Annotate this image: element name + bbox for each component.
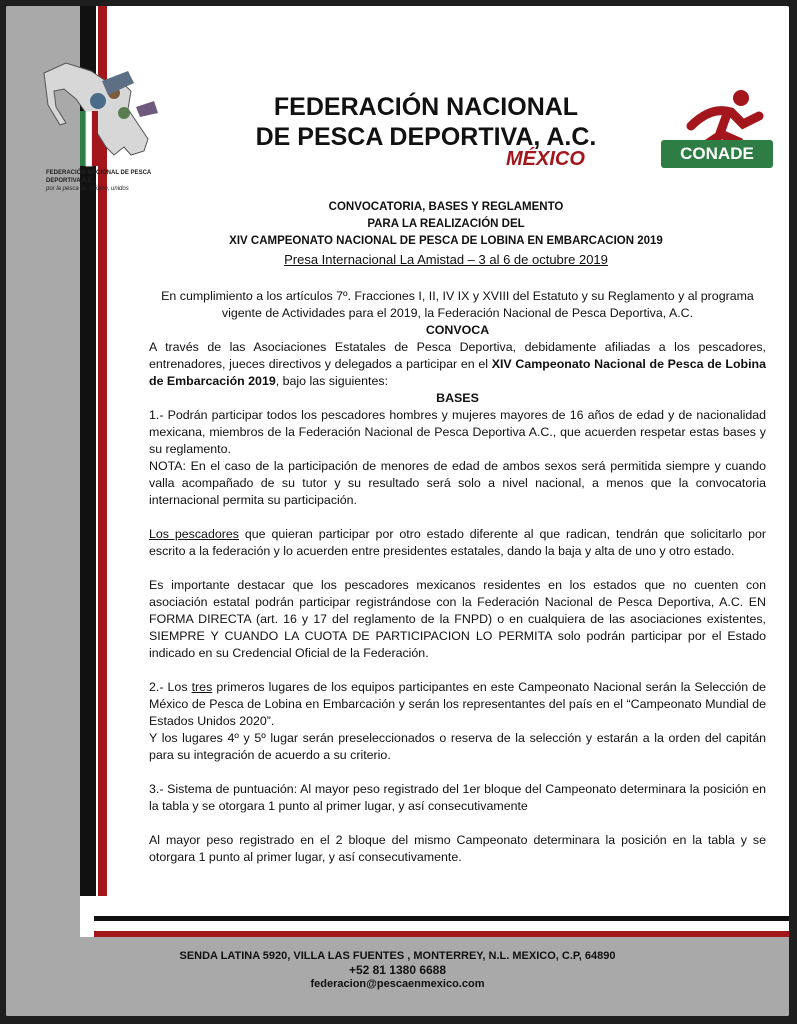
base-2-reserve: Y los lugares 4º y 5º lugar serán preseleccionados o reserva de la selección y estarán a la orden del capitán para su integración de acuerdo a su criterio. xyxy=(149,731,766,762)
invite-text-2: , bajo las siguientes: xyxy=(275,374,389,388)
event-location: Presa Internacional La Amistad – 3 al 6 de octubre 2019 xyxy=(284,252,608,267)
title-line-1: FEDERACIÓN NACIONAL xyxy=(273,93,579,121)
base2-underlined: tres xyxy=(191,680,213,694)
logo-motto: por la pesca de México, unidos xyxy=(46,186,129,192)
country-label: MÉXICO xyxy=(506,148,585,170)
letter-page xyxy=(6,6,789,1016)
heading-line-2: PARA LA REALIZACIÓN DEL xyxy=(367,218,525,230)
pescadores-rest: que quieran participar por otro estado diferente al que radican, tendrán que solicitarlo por escrito a la federación y lo acuerden entre presidentes estatales, dando la baja y alta de uno y otro estado. xyxy=(149,527,766,558)
residentes-paragraph: Es importante destacar que los pescadores mexicanos residentes en los estados que no cuenten con asociación estatal podrán participar registrándose con la Federación Nacional de Pesca Deportiva, A.C. EN FORMA DIRECTA (art. 16 y 17 del reglamento de la FNPD) o en cualquiera de las asociaciones existentes, SIEMPRE Y CUANDO LA CUOTA DE PARTICIPACION LO PERMITA solo podrán participar por el Estado indicado en su Credencial Oficial de la Federación. xyxy=(149,578,766,660)
invite-text-1: A través de las Asociaciones Estatales de Pesca Deportiva, debidamente afiliadas a los pescadores, entrenadores, jueces directivos y delegados a participar en el xyxy=(149,340,766,371)
intro-paragraph: En cumplimiento a los artículos 7º. Fracciones I, II, IV IX y XVIII del Estatuto y su Reglamento y al programa vigente de Actividades para el 2019, la Federación Nacional de Pesca Deportiva, A.C. xyxy=(161,289,754,320)
heading-line-1: CONVOCATORIA, BASES Y REGLAMENTO xyxy=(328,201,564,213)
base-1: 1.- Podrán participar todos los pescadores hombres y mujeres mayores de 16 años de edad y de nacionalidad mexicana, miembros de la Federación Nacional de Pesca Deportiva A.C., que acuerden respetar estas bases y su reglamento. xyxy=(149,408,766,456)
bases-heading: BASES xyxy=(436,391,479,405)
document-heading xyxy=(126,199,766,270)
logo-caption xyxy=(46,169,176,193)
conade-logo: CONADE xyxy=(661,140,773,168)
footer-address: SENDA LATINA 5920, VILLA LAS FUENTES , MONTERREY, N.L. MEXICO, C.P, 64890 xyxy=(179,950,616,962)
invitation-paragraph xyxy=(149,339,766,390)
pescadores-underlined: Los pescadores xyxy=(149,527,239,541)
base-2 xyxy=(149,679,766,730)
footer-email: federacion@pescaenmexico.com xyxy=(310,978,485,990)
nota-paragraph: NOTA: En el caso de la participación de menores de edad de ambos sexos será permitida siempre y cuando valla acompañado de su tutor y su resultado será solo a nivel nacional, a menos que la convocatoria internacional permita su participación. xyxy=(149,459,766,507)
invite-event-name: XIV Campeonato Nacional de Pesca de Lobina de Embarcación 2019 xyxy=(149,357,766,388)
base2-text-2: primeros lugares de los equipos participantes en este Campeonato Nacional serán la Selección de México de Pesca de Lobina en Embarcación y serán los representantes del país en el “Campeonato Mundial de Estados Unidos 2020”. xyxy=(149,680,766,728)
federation-title xyxy=(216,92,636,152)
base-3-second-block: Al mayor peso registrado en el 2 bloque del mismo Campeonato determinara la posición en la tabla y se otorgara 1 punto al primer lugar, y así consecutivamente. xyxy=(149,833,766,864)
footer-phone: +52 81 1380 6688 xyxy=(348,963,447,977)
heading-line-3: XIV CAMPEONATO NACIONAL DE PESCA DE LOBINA EN EMBARCACION 2019 xyxy=(229,235,663,247)
logo-caption-name: FEDERACIÓN NACIONAL DE PESCA DEPORTIVA A.C. xyxy=(46,170,152,184)
footer-contact xyxy=(6,949,789,991)
document-body xyxy=(149,288,766,866)
convoca-heading: CONVOCA xyxy=(425,323,490,337)
base-3: 3.- Sistema de puntuación: Al mayor peso registrado del 1er bloque del Campeonato determinara la posición en la tabla y se otorgara 1 punto al primer lugar, y así consecutivamente xyxy=(149,782,766,813)
base2-text-1: 2.- Los xyxy=(149,680,192,694)
pescadores-paragraph xyxy=(149,526,766,560)
title-line-2: DE PESCA DEPORTIVA, A.C. xyxy=(255,123,597,151)
footer-rule-black xyxy=(94,916,789,921)
